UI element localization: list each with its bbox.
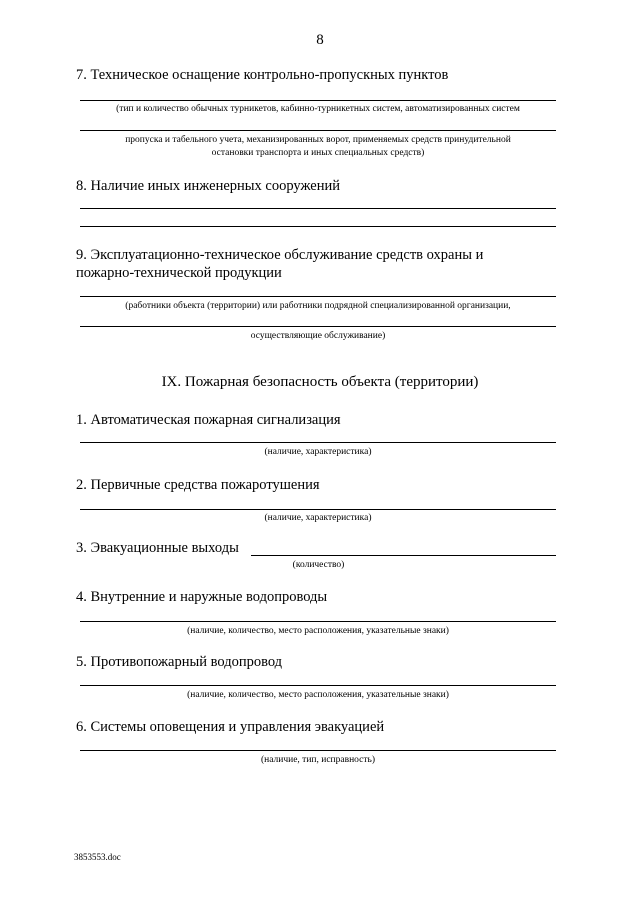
item7-title: 7. Техническое оснащение контрольно-пропускных пунктов [76,67,449,83]
fire-item-6-title: 6. Системы оповещения и управления эвакуацией [76,719,385,735]
item7-caption-2b: остановки транспорта и иных специальных средств) [211,148,425,158]
item7-caption-1: (тип и количество обычных турникетов, кабинно-турникетных систем, автоматизированных систем [116,104,520,114]
fire-item-3-line [251,555,556,556]
fire-item-5-title: 5. Противопожарный водопровод [76,654,283,670]
page-number: 8 [316,32,324,48]
item8-line-2 [80,226,556,227]
document-id: 3853553.doc [74,852,121,862]
fire-item-1-title: 1. Автоматическая пожарная сигнализация [76,412,341,428]
item7-caption-2a: пропуска и табельного учета, механизированных ворот, применяемых средств принудительной [125,135,511,145]
item9-caption-2: осуществляющие обслуживание) [250,331,386,341]
item7-line-1 [80,100,556,101]
fire-item-4-caption: (наличие, количество, место расположения, указательные знаки) [187,626,449,636]
fire-item-6-line [80,750,556,751]
fire-item-5-caption: (наличие, количество, место расположения, указательные знаки) [187,690,449,700]
item8-title: 8. Наличие иных инженерных сооружений [76,178,340,194]
fire-item-6-caption: (наличие, тип, исправность) [260,755,376,765]
item9-line-2 [80,326,556,327]
item9-caption-1: (работники объекта (территории) или работники подрядной специализированной организации, [125,301,511,311]
fire-item-4-line [80,621,556,622]
fire-item-3-caption: (количество) [292,560,345,570]
section-title: IX. Пожарная безопасность объекта (территории) [161,374,479,390]
item7-line-2 [80,130,556,131]
fire-item-3-title: 3. Эвакуационные выходы [76,540,239,556]
fire-item-2-caption: (наличие, характеристика) [264,513,372,523]
item9-title-line-1: 9. Эксплуатационно-техническое обслуживание средств охраны и [76,247,484,263]
item9-line-1 [80,296,556,297]
fire-item-1-line [80,442,556,443]
fire-item-2-line [80,509,556,510]
item8-line-1 [80,208,556,209]
fire-item-5-line [80,685,556,686]
fire-item-1-caption: (наличие, характеристика) [264,447,372,457]
fire-item-2-title: 2. Первичные средства пожаротушения [76,477,320,493]
item9-title-line-2: пожарно-технической продукции [76,265,282,281]
fire-item-4-title: 4. Внутренние и наружные водопроводы [76,589,328,605]
